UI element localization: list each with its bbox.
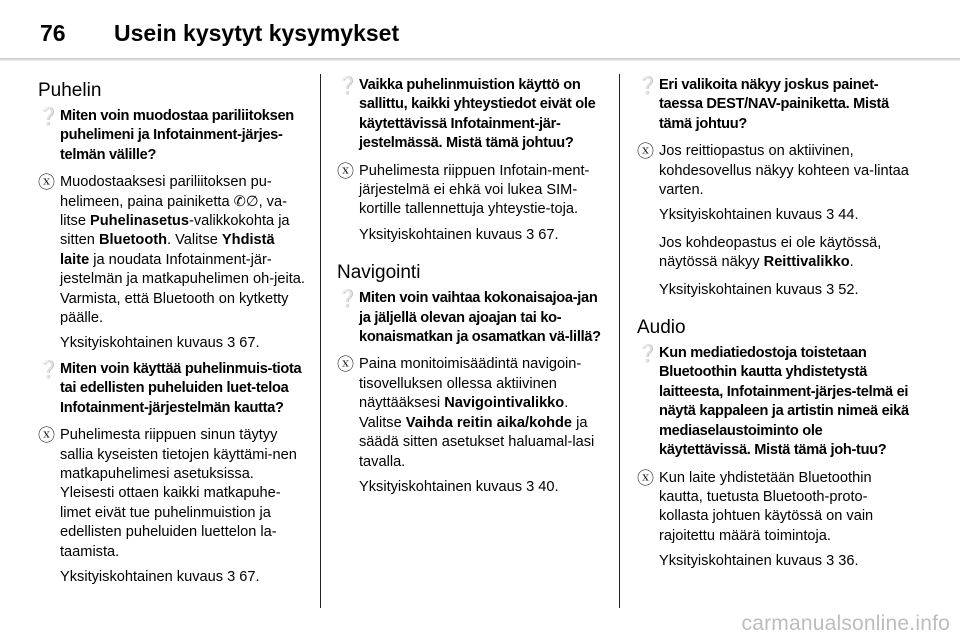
faq-answer: ⓧ Puhelimesta riippuen Infotain-ment-järjestelmä ei ehkä voi lukea SIM-kortille tallennettuja yhteystie-toja. bbox=[337, 162, 605, 220]
column-1 bbox=[38, 76, 306, 595]
cross-reference: Yksityiskohtainen kuvaus 3 67. bbox=[60, 335, 260, 352]
question-circle-icon: ❔ bbox=[38, 107, 60, 126]
exclamation-circle-icon: ⓧ bbox=[337, 355, 354, 375]
cross-reference: Yksityiskohtainen kuvaus 3 67. bbox=[60, 568, 260, 585]
watermark: carmanualsonline.info bbox=[741, 612, 950, 635]
page-number: 76 bbox=[40, 19, 66, 46]
question-circle-icon: ❔ bbox=[38, 359, 60, 379]
exclamation-circle-icon: ⓧ bbox=[337, 161, 354, 181]
cross-reference: Yksityiskohtainen kuvaus 3 44. bbox=[659, 207, 859, 224]
faq-answer: ⓧ Kun laite yhdistetään Bluetoothin kautta, tuetusta Bluetooth-proto-kollasta johtuen käytössä on vain rajoitettu määrä toimintoja. bbox=[637, 469, 909, 547]
exclamation-circle-icon: ⓧ bbox=[637, 142, 654, 162]
column-divider bbox=[619, 74, 620, 608]
faq-answer: ⓧ Paina monitoimisäädintä navigoin-tisovelluksen ollessa aktiivinen näyttääksesi Navigointivalikko. Valitse Vaihda reitin aika/kohde ja säädä sitten asetukset haluamal-lasi tavalla. bbox=[337, 355, 605, 471]
reference-arrow-icon: 3 bbox=[826, 207, 835, 224]
faq-question: ❔ Miten voin muodostaa pariliitoksen puhelimeni ja Infotainment-järjes-telmän välille? bbox=[38, 107, 306, 165]
faq-question: ❔ Vaikka puhelinmuistion käyttö on sallittu, kaikki yhteystiedot eivät ole käytettävissä Infotainment-jär-jestelmässä. Mistä tämä johtuu? bbox=[337, 76, 605, 154]
faq-question: ❔ Eri valikoita näkyy joskus painet-taessa DEST/NAV-painiketta. Mistä tämä johtuu? bbox=[637, 76, 909, 134]
reference-arrow-icon: 3 bbox=[826, 553, 835, 570]
phone-mute-icon: ✆∅ bbox=[233, 193, 259, 210]
section-heading-puhelin: Puhelin bbox=[38, 80, 102, 101]
reference-arrow-icon: 3 bbox=[526, 478, 535, 495]
page-title: Usein kysytyt kysymykset bbox=[114, 19, 400, 46]
exclamation-circle-icon: ⓧ bbox=[38, 173, 55, 193]
faq-answer: ⓧ Puhelimesta riippuen sinun täytyy sallia kyseisten tietojen käyttämi-nen matkapuhelimesi asetuksissa. Yleisesti ottaen kaikki matkapuhe-limet eivät tue puhelinmuistion ja edellisten puheluiden luettelon la-taamista. bbox=[38, 426, 306, 562]
column-2 bbox=[337, 76, 605, 505]
faq-question: ❔ Kun mediatiedostoja toistetaan Bluetoothin kautta yhdistetystä laitteesta, Infotainment-järjes-telmä ei näytä kappaleen ja artistin nimeä eikä mediaselaustoiminto ole käytettävissä. Mistä tämä joh-tuu? bbox=[637, 344, 909, 460]
question-circle-icon: ❔ bbox=[637, 344, 659, 364]
cross-reference: Yksityiskohtainen kuvaus 3 52. bbox=[659, 281, 859, 298]
column-divider bbox=[320, 74, 321, 608]
cross-reference: Yksityiskohtainen kuvaus 3 67. bbox=[359, 226, 559, 243]
question-circle-icon: ❔ bbox=[337, 76, 359, 95]
question-circle-icon: ❔ bbox=[337, 289, 359, 309]
header-rule bbox=[0, 58, 960, 61]
exclamation-circle-icon: ⓧ bbox=[637, 468, 654, 488]
page-header bbox=[40, 16, 399, 50]
reference-arrow-icon: 3 bbox=[227, 568, 236, 585]
section-heading-navigointi: Navigointi bbox=[337, 262, 421, 284]
faq-answer: ⓧ Jos reittiopastus on aktiivinen, kohdesovellus näkyy kohteen va-lintaa varten. bbox=[637, 142, 909, 200]
question-circle-icon: ❔ bbox=[637, 76, 659, 95]
cross-reference: Yksityiskohtainen kuvaus 3 36. bbox=[659, 553, 859, 570]
exclamation-circle-icon: ⓧ bbox=[38, 426, 55, 446]
cross-reference: Yksityiskohtainen kuvaus 3 40. bbox=[359, 478, 559, 495]
faq-question: ❔ Miten voin käyttää puhelinmuis-tiota tai edellisten puheluiden luet-teloa Infotainment-järjestelmän kautta? bbox=[38, 360, 306, 418]
faq-question: ❔ Miten voin vaihtaa kokonaisajoa-jan ja jäljellä olevan ajoajan tai ko-konaismatkan ja osamatkan vä-lillä? bbox=[337, 289, 605, 347]
reference-arrow-icon: 3 bbox=[526, 226, 535, 243]
reference-arrow-icon: 3 bbox=[227, 335, 236, 352]
reference-arrow-icon: 3 bbox=[826, 281, 835, 298]
section-heading-audio: Audio bbox=[637, 317, 686, 339]
column-3 bbox=[637, 76, 909, 580]
paragraph: Jos kohdeopastus ei ole käytössä, näytössä näkyy Reittivalikko. bbox=[659, 234, 882, 271]
faq-answer: ⓧ Muodostaaksesi pariliitoksen pu-helimeen, paina painiketta ✆∅, va-litse Puhelinasetus-valikkokohta ja sitten Bluetooth. Valitse Yhdistä laite ja noudata Infotainment-jär-jestelmän ja matkapuhelimen oh-jeita. Varmista, että Bluetooth on kytketty päälle. bbox=[38, 173, 306, 328]
